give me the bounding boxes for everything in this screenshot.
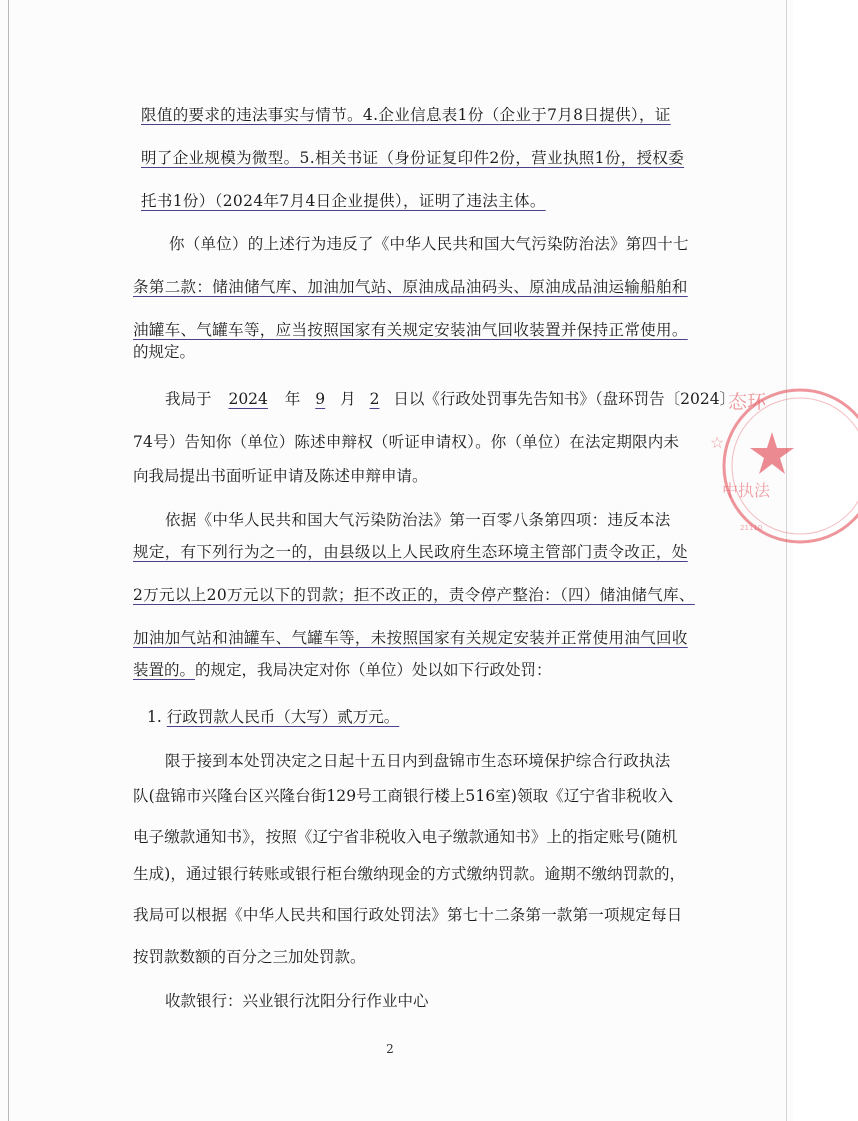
- text-line: [165, 388, 735, 410]
- text-line: 托书1份）（2024年7月4日企业提供），证明了违法主体。: [141, 192, 546, 210]
- text-line: 按罚款数额的百分之三加处罚款。: [133, 948, 366, 966]
- text-line: 规定，有下列行为之一的，由县级以上人民政府生态环境主管部门责令改正，处: [133, 543, 688, 561]
- svg-text:☆: ☆: [710, 433, 725, 452]
- page-number: 2: [386, 1042, 394, 1056]
- text-segment: 日以《行政处罚事先告知书》（盘环罚告〔2024〕: [393, 390, 736, 408]
- text-line: 74号）告知你（单位）陈述申辩权（听证申请权）。你（单位）在法定期限内未: [133, 433, 680, 451]
- page-edge-line: [786, 0, 787, 1121]
- text-line: 你（单位）的上述行为违反了《中华人民共和国大气污染防治法》第四十七: [169, 235, 689, 253]
- text-line: 2万元以上20万元以下的罚款；拒不改正的，责令停产整治：（四）储油储气库、: [133, 586, 695, 604]
- text-segment: 装置的。: [133, 661, 196, 679]
- text-line: 加油加气站和油罐车、气罐车等，未按照国家有关规定安装并正常使用油气回收: [133, 629, 688, 647]
- text-line: 限于接到本处罚决定之日起十五日内到盘锦市生态环境保护综合行政执法: [165, 752, 671, 770]
- text-segment: 月: [340, 390, 356, 408]
- svg-text:21110: 21110: [740, 524, 763, 532]
- text-line: 明了企业规模为微型。5.相关书证（身份证复印件2份，营业执照1份，授权委: [141, 149, 685, 167]
- text-segment: 的规定，我局决定对你（单位）处以如下行政处罚：: [195, 661, 552, 679]
- penalty-item: 行政罚款人民币（大写）贰万元。: [166, 708, 400, 726]
- text-line: 我局可以根据《中华人民共和国行政处罚法》第七十二条第一款第一项规定每日: [133, 906, 683, 924]
- text-line: [133, 659, 552, 681]
- text-line: 向我局提出书面听证申请及陈述申辩申请。: [133, 467, 428, 485]
- list-number: 1.: [147, 708, 162, 726]
- text-line: 生成)，通过银行转账或银行柜台缴纳现金的方式缴纳罚款。逾期不缴纳罚款的，: [133, 865, 686, 883]
- text-line: 限值的要求的违法事实与情节。4.企业信息表1份（企业于7月8日提供），证: [141, 106, 671, 124]
- date-month: 9: [315, 390, 326, 408]
- text-segment: 我局于: [165, 390, 212, 408]
- date-year: 2024: [228, 390, 268, 408]
- text-line: 的规定。: [133, 343, 196, 361]
- text-segment: 年: [284, 390, 301, 408]
- text-line: [147, 706, 399, 728]
- text-line: 依据《中华人民共和国大气污染防治法》第一百零八条第四项：违反本法: [165, 511, 671, 529]
- svg-text:中执法: 中执法: [722, 481, 771, 500]
- text-line: 油罐车、气罐车等，应当按照国家有关规定安装油气回收装置并保持正常使用。: [133, 321, 688, 339]
- text-line: 条第二款：储油储气库、加油加气站、原油成品油码头、原油成品油运输船舶和: [133, 278, 688, 296]
- binding-margin-line: [8, 0, 9, 1121]
- text-line: 收款银行：兴业银行沈阳分行作业中心: [165, 992, 429, 1010]
- text-line: 电子缴款通知书》，按照《辽宁省非税收入电子缴款通知书》上的指定账号(随机: [133, 828, 678, 846]
- text-line: 队(盘锦市兴隆台区兴隆台街129号工商银行楼上516室)领取《辽宁省非税收入: [133, 787, 674, 805]
- svg-text:态环: 态环: [728, 391, 767, 413]
- official-seal-stamp: [710, 380, 858, 560]
- date-day: 2: [369, 390, 380, 408]
